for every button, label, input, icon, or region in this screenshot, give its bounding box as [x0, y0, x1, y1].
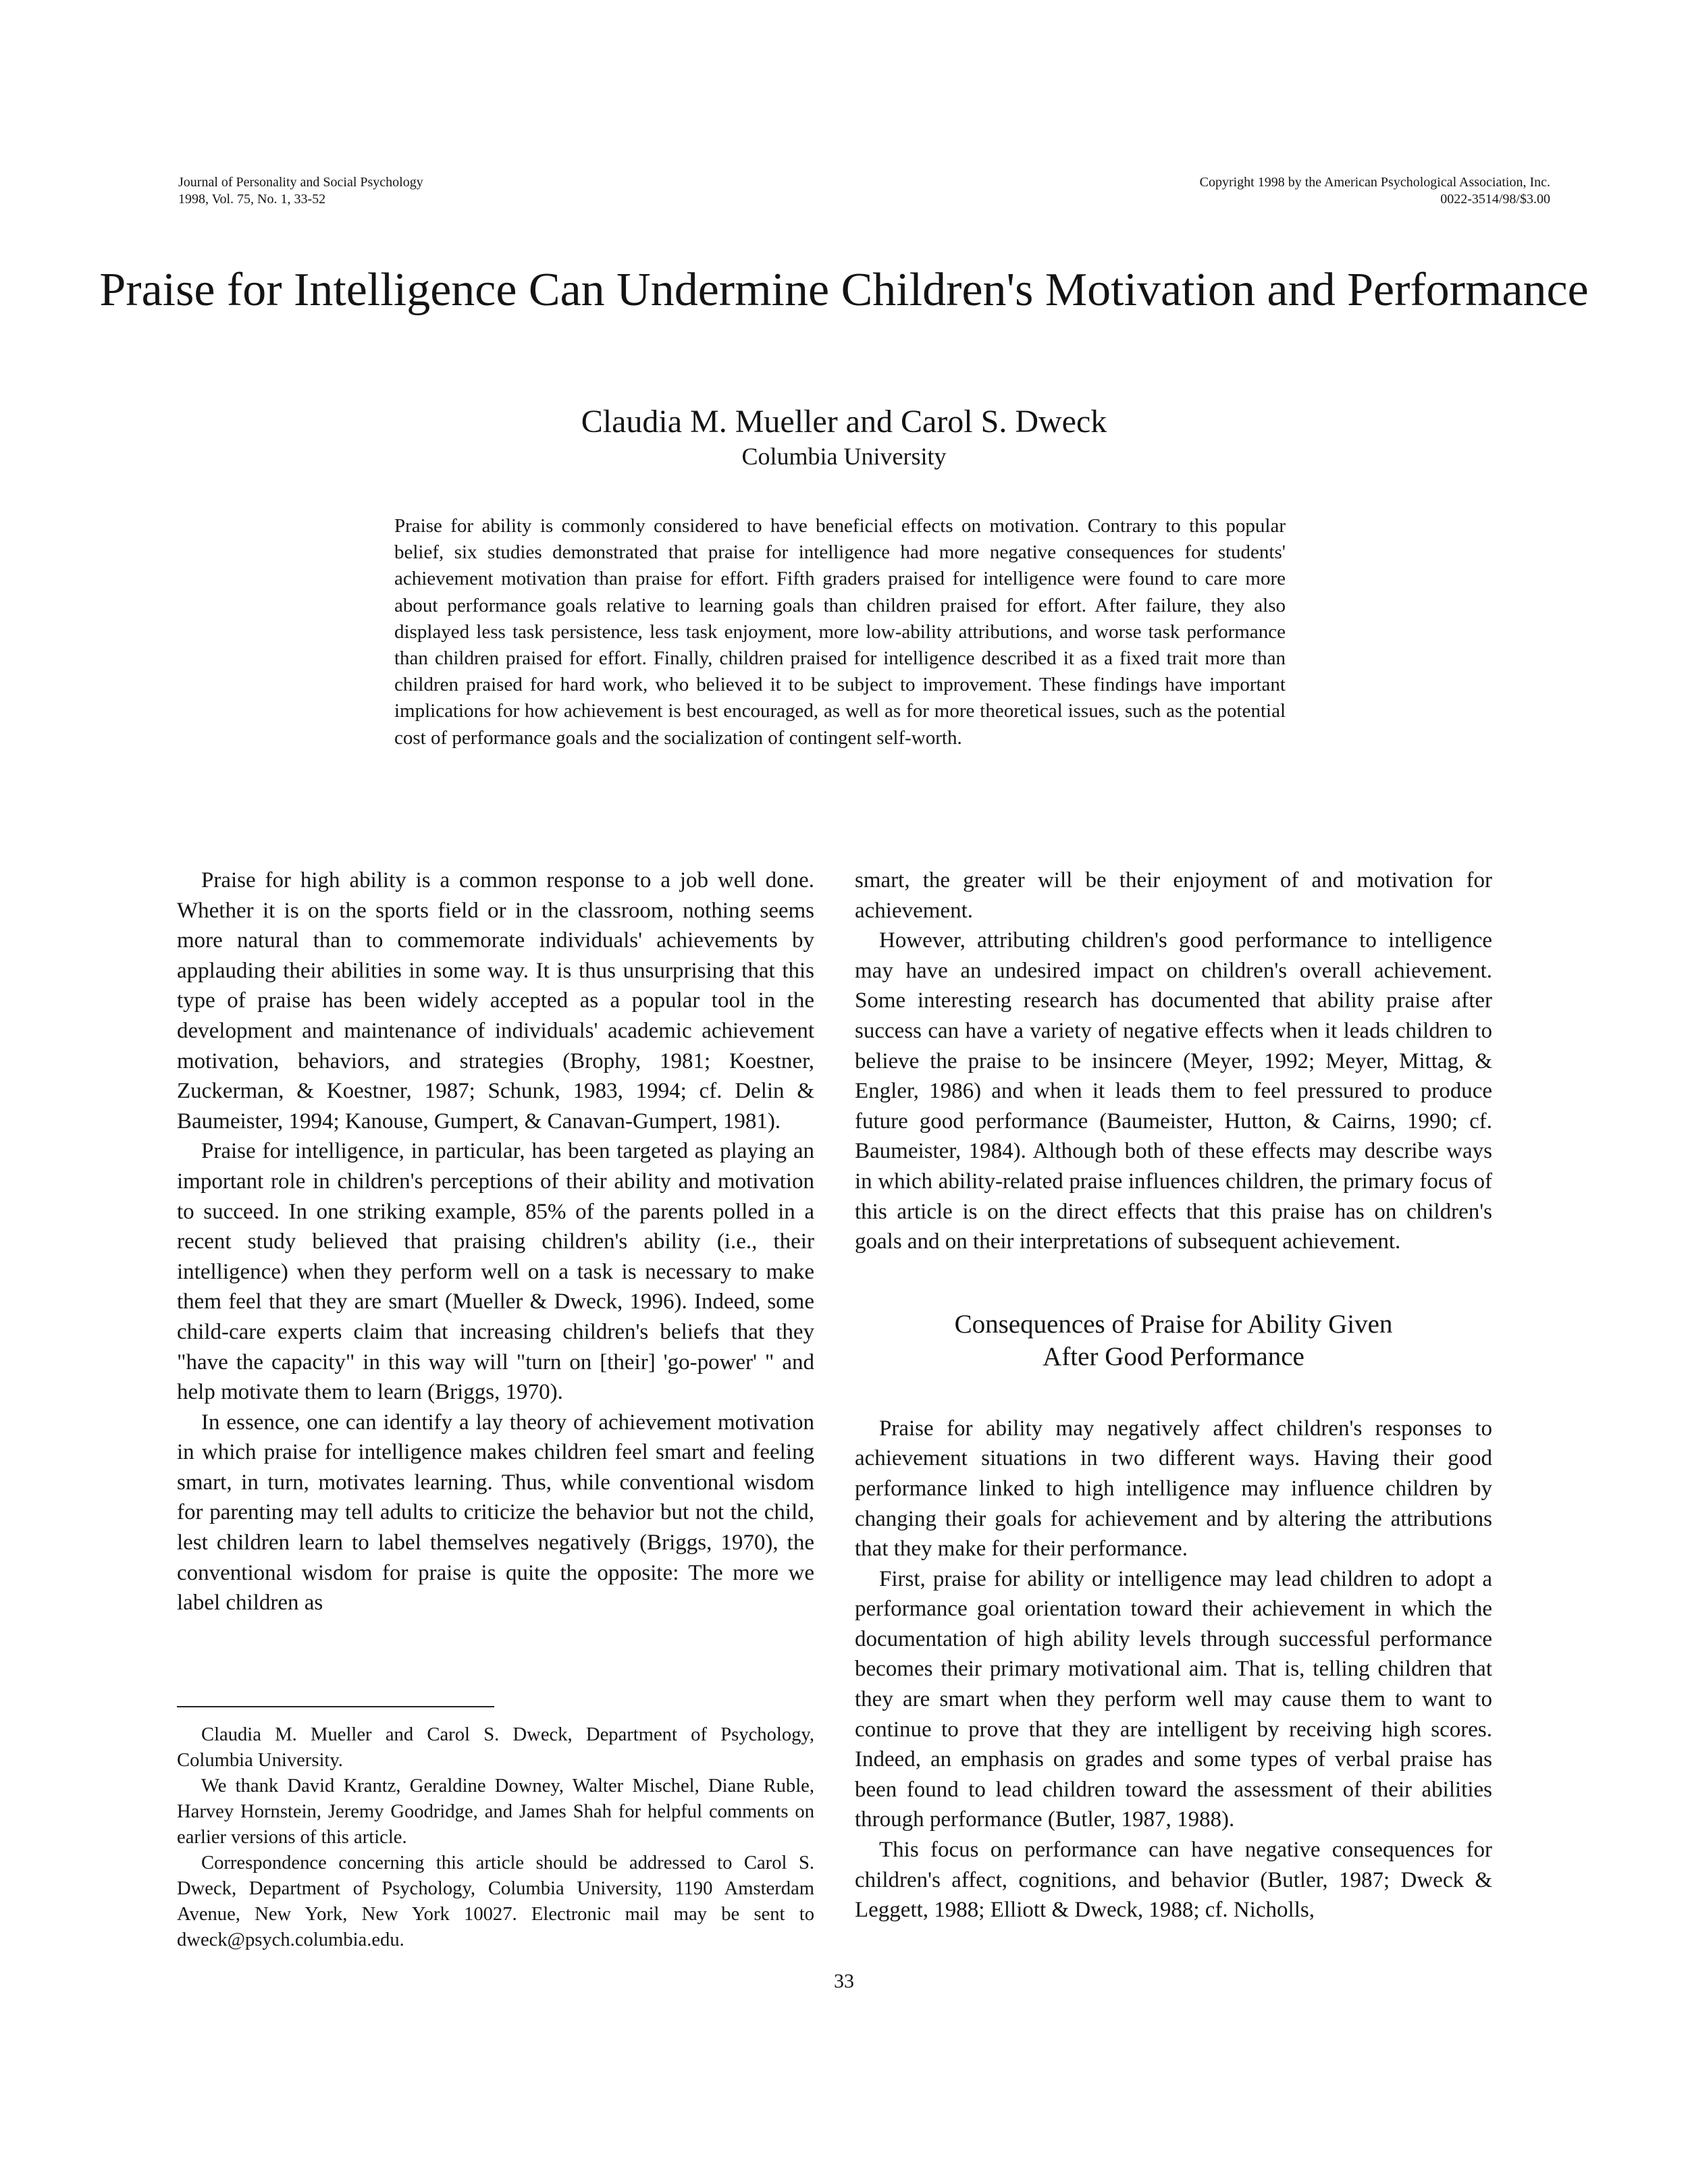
- left-column: [177, 865, 814, 1618]
- footnotes: [177, 1722, 814, 1953]
- body-paragraph: However, attributing children's good performance to intelligence may have an undesired impact on children's overall achievement. Some interesting research has documented that ability praise after success can have a variety of negative effects when it leads children to believe the praise to be insincere (Meyer, 1992; Meyer, Mittag, & Engler, 1986) and when it leads them to feel pressured to produce future good performance (Baumeister, Hutton, & Cairns, 1990; cf. Baumeister, 1984). Although both of these effects may describe ways in which ability-related praise influences children, the primary focus of this article is on the direct effects that this praise has on children's goals and on their interpretations of subsequent achievement.: [855, 928, 1492, 1254]
- right-column: [855, 865, 1492, 1925]
- body-paragraph: In essence, one can identify a lay theory of achievement motivation in which praise for intelligence makes children feel smart and feeling smart, in turn, motivates learning. Thus, while conventional wisdom for parenting may tell adults to criticize the behavior but not the child, lest children learn to label themselves negatively (Briggs, 1970), the conventional wisdom for praise is quite the opposite: The more we label children as: [177, 1410, 814, 1616]
- footnote: We thank David Krantz, Geraldine Downey, Walter Mischel, Diane Ruble, Harvey Hornstein, Jeremy Goodridge, and James Shah for helpful comments on earlier versions of this article.: [177, 1776, 814, 1848]
- body-paragraph: First, praise for ability or intelligence may lead children to adopt a performance goal orientation toward their achievement in which the documentation of high ability levels through successful performance becomes their primary motivational aim. That is, telling children that they are smart when they perform well may cause them to want to continue to prove that they are intelligent by receiving high scores. Indeed, an emphasis on grades and some types of verbal praise has been found to lead children toward the assessment of their abilities through performance (Butler, 1987, 1988).: [855, 1566, 1492, 1832]
- journal-issue: 1998, Vol. 75, No. 1, 33-52: [178, 192, 326, 207]
- footnote-divider: [177, 1706, 494, 1707]
- copyright-header: [1200, 174, 1550, 208]
- section-heading: Consequences of Praise for Ability Given After Good Performance: [954, 1309, 1393, 1371]
- affiliation: Columbia University: [741, 443, 947, 470]
- footnote: Claudia M. Mueller and Carol S. Dweck, Department of Psychology, Columbia University.: [177, 1724, 814, 1771]
- journal-header: [178, 174, 423, 208]
- journal-name: Journal of Personality and Social Psychology: [178, 175, 423, 190]
- article-code: 0022-3514/98/$3.00: [1440, 192, 1550, 207]
- body-paragraph: smart, the greater will be their enjoyment of and motivation for achievement.: [855, 868, 1492, 923]
- body-paragraph: Praise for high ability is a common response to a job well done. Whether it is on the sports field or in the classroom, nothing seems more natural than to commemorate individuals' achievements by applauding their abilities in some way. It is thus unsurprising that this type of praise has been widely accepted as a popular tool in the development and maintenance of individuals' academic achievement motivation, behaviors, and strategies (Brophy, 1981; Koestner, Zuckerman, & Koestner, 1987; Schunk, 1983, 1994; cf. Delin & Baumeister, 1994; Kanouse, Gumpert, & Canavan-Gumpert, 1981).: [177, 868, 814, 1134]
- page-number: 33: [834, 1970, 854, 1992]
- abstract: Praise for ability is commonly considered to have beneficial effects on motivation. Contrary to this popular belief, six studies demonstrated that praise for intelligence had more negative consequences for students' achievement motivation than praise for effort. Fifth graders praised for intelligence were found to care more about performance goals relative to learning goals than children praised for effort. After failure, they also displayed less task persistence, less task enjoyment, more low-ability attributions, and worse task performance than children praised for effort. Finally, children praised for intelligence described it as a fixed trait more than children praised for hard work, who believed it to be subject to improvement. These findings have important implications for how achievement is best encouraged, as well as for more theoretical issues, such as the potential cost of performance goals and the socialization of contingent self-worth.: [394, 515, 1286, 749]
- body-paragraph: This focus on performance can have negative consequences for children's affect, cognitions, and behavior (Butler, 1987; Dweck & Leggett, 1988; Elliott & Dweck, 1988; cf. Nicholls,: [855, 1838, 1492, 1923]
- body-paragraph: Praise for intelligence, in particular, has been targeted as playing an important role in children's perceptions of their ability and motivation to succeed. In one striking example, 85% of the parents polled in a recent study believed that praising children's ability (i.e., their intelligence) when they perform well on a task is necessary to make them feel that they are smart (Mueller & Dweck, 1996). Indeed, some child-care experts claim that increasing children's beliefs that they "have the capacity" in this way will "turn on [their] 'go-power' " and help motivate them to learn (Briggs, 1970).: [177, 1139, 814, 1405]
- article-title: Praise for Intelligence Can Undermine Children's Motivation and Performance: [99, 264, 1589, 316]
- copyright-line: Copyright 1998 by the American Psychological Association, Inc.: [1199, 175, 1550, 190]
- footnote: Correspondence concerning this article should be addressed to Carol S. Dweck, Department of Psychology, Columbia University, 1190 Amsterdam Avenue, New York, New York 10027. Electronic mail may be sent to dweck@psych.columbia.edu.: [177, 1853, 814, 1950]
- body-paragraph: Praise for ability may negatively affect children's responses to achievement situations in two different ways. Having their good performance linked to high intelligence may influence children by changing their goals for achievement and by altering the attributions that they make for their performance.: [855, 1416, 1492, 1562]
- authors: Claudia M. Mueller and Carol S. Dweck: [581, 404, 1107, 440]
